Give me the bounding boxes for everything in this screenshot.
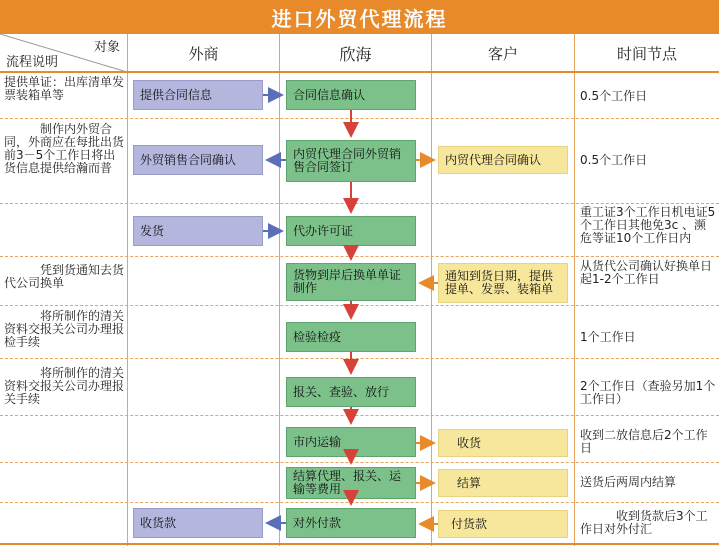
corner-desc-label: 流程说明: [6, 55, 59, 70]
page-title: 进口外贸代理流程: [271, 6, 448, 31]
time-node: 0.5个工作日: [580, 153, 648, 167]
row-description: 凭到货通知去货代公司换单: [4, 263, 125, 290]
time-node: 重工证3个工作日机电证5个工作日其他免3c 、濒危等证10个工作日内: [580, 205, 716, 245]
customer-notify-box: 通知到货日期，提供提单、发票、装箱单: [438, 263, 568, 303]
xinhai-document-box: 货物到岸后换单单证制作: [286, 263, 416, 301]
xinhai-inspection-box: 检验检疫: [286, 322, 416, 352]
xinhai-contract-sign-box: 内贸代理合同外贸销售合同签订: [286, 140, 416, 182]
header-time: 时间节点: [616, 44, 677, 63]
foreign-provide-contract-box: 提供合同信息: [133, 80, 263, 110]
header-customer: 客户: [487, 44, 518, 63]
foreign-ship-box: 发货: [133, 216, 263, 246]
xinhai-license-box: 代办许可证: [286, 216, 416, 246]
header-xinhai: 欣海: [339, 44, 372, 64]
customer-receive-box: 收货: [438, 429, 568, 457]
customer-agency-contract-box: 内贸代理合同确认: [438, 146, 568, 174]
foreign-confirm-contract-box: 外贸销售合同确认: [133, 145, 263, 175]
xinhai-settlement-box: 结算代理、报关、运输等费用: [286, 467, 416, 499]
time-node: 0.5个工作日: [580, 89, 648, 103]
row-description: 制作内外贸合同，外商应在每批出货前3－5个工作日将出货信息提供给瀚而普: [4, 122, 125, 175]
time-node: 从货代公司确认好换单日起1-2个工作日: [580, 259, 713, 286]
row-description: 将所制作的清关资料交报关公司办理报关手续: [4, 366, 125, 406]
time-node: 2个工作日（查验另加1个工作日）: [580, 379, 716, 406]
corner-object-label: 对象: [93, 40, 120, 55]
flow-table: [0, 34, 719, 546]
xinhai-contract-confirm-box: 合同信息确认: [286, 80, 416, 110]
foreign-receive-payment-box: 收货款: [133, 508, 263, 538]
xinhai-payment-box: 对外付款: [286, 508, 416, 538]
xinhai-transport-box: 市内运输: [286, 427, 416, 457]
title-bar: [0, 0, 719, 34]
customer-settle-box: 结算: [438, 469, 568, 497]
row-description: 提供单证：出库清单发票装箱单等: [4, 75, 125, 102]
header-foreign: 外商: [188, 44, 219, 63]
time-node: 收到二放信息后2个工作日: [580, 428, 708, 455]
flow-arrows: [0, 34, 719, 546]
time-node: 送货后两周内结算: [580, 475, 677, 489]
time-node: 1个工作日: [580, 330, 636, 344]
time-node: 收到货款后3个工作日对外付汇: [580, 509, 708, 536]
row-description: 将所制作的清关资料交报关公司办理报检手续: [4, 309, 125, 349]
customer-pay-box: 付货款: [438, 510, 568, 538]
xinhai-customs-box: 报关、查验、放行: [286, 377, 416, 407]
